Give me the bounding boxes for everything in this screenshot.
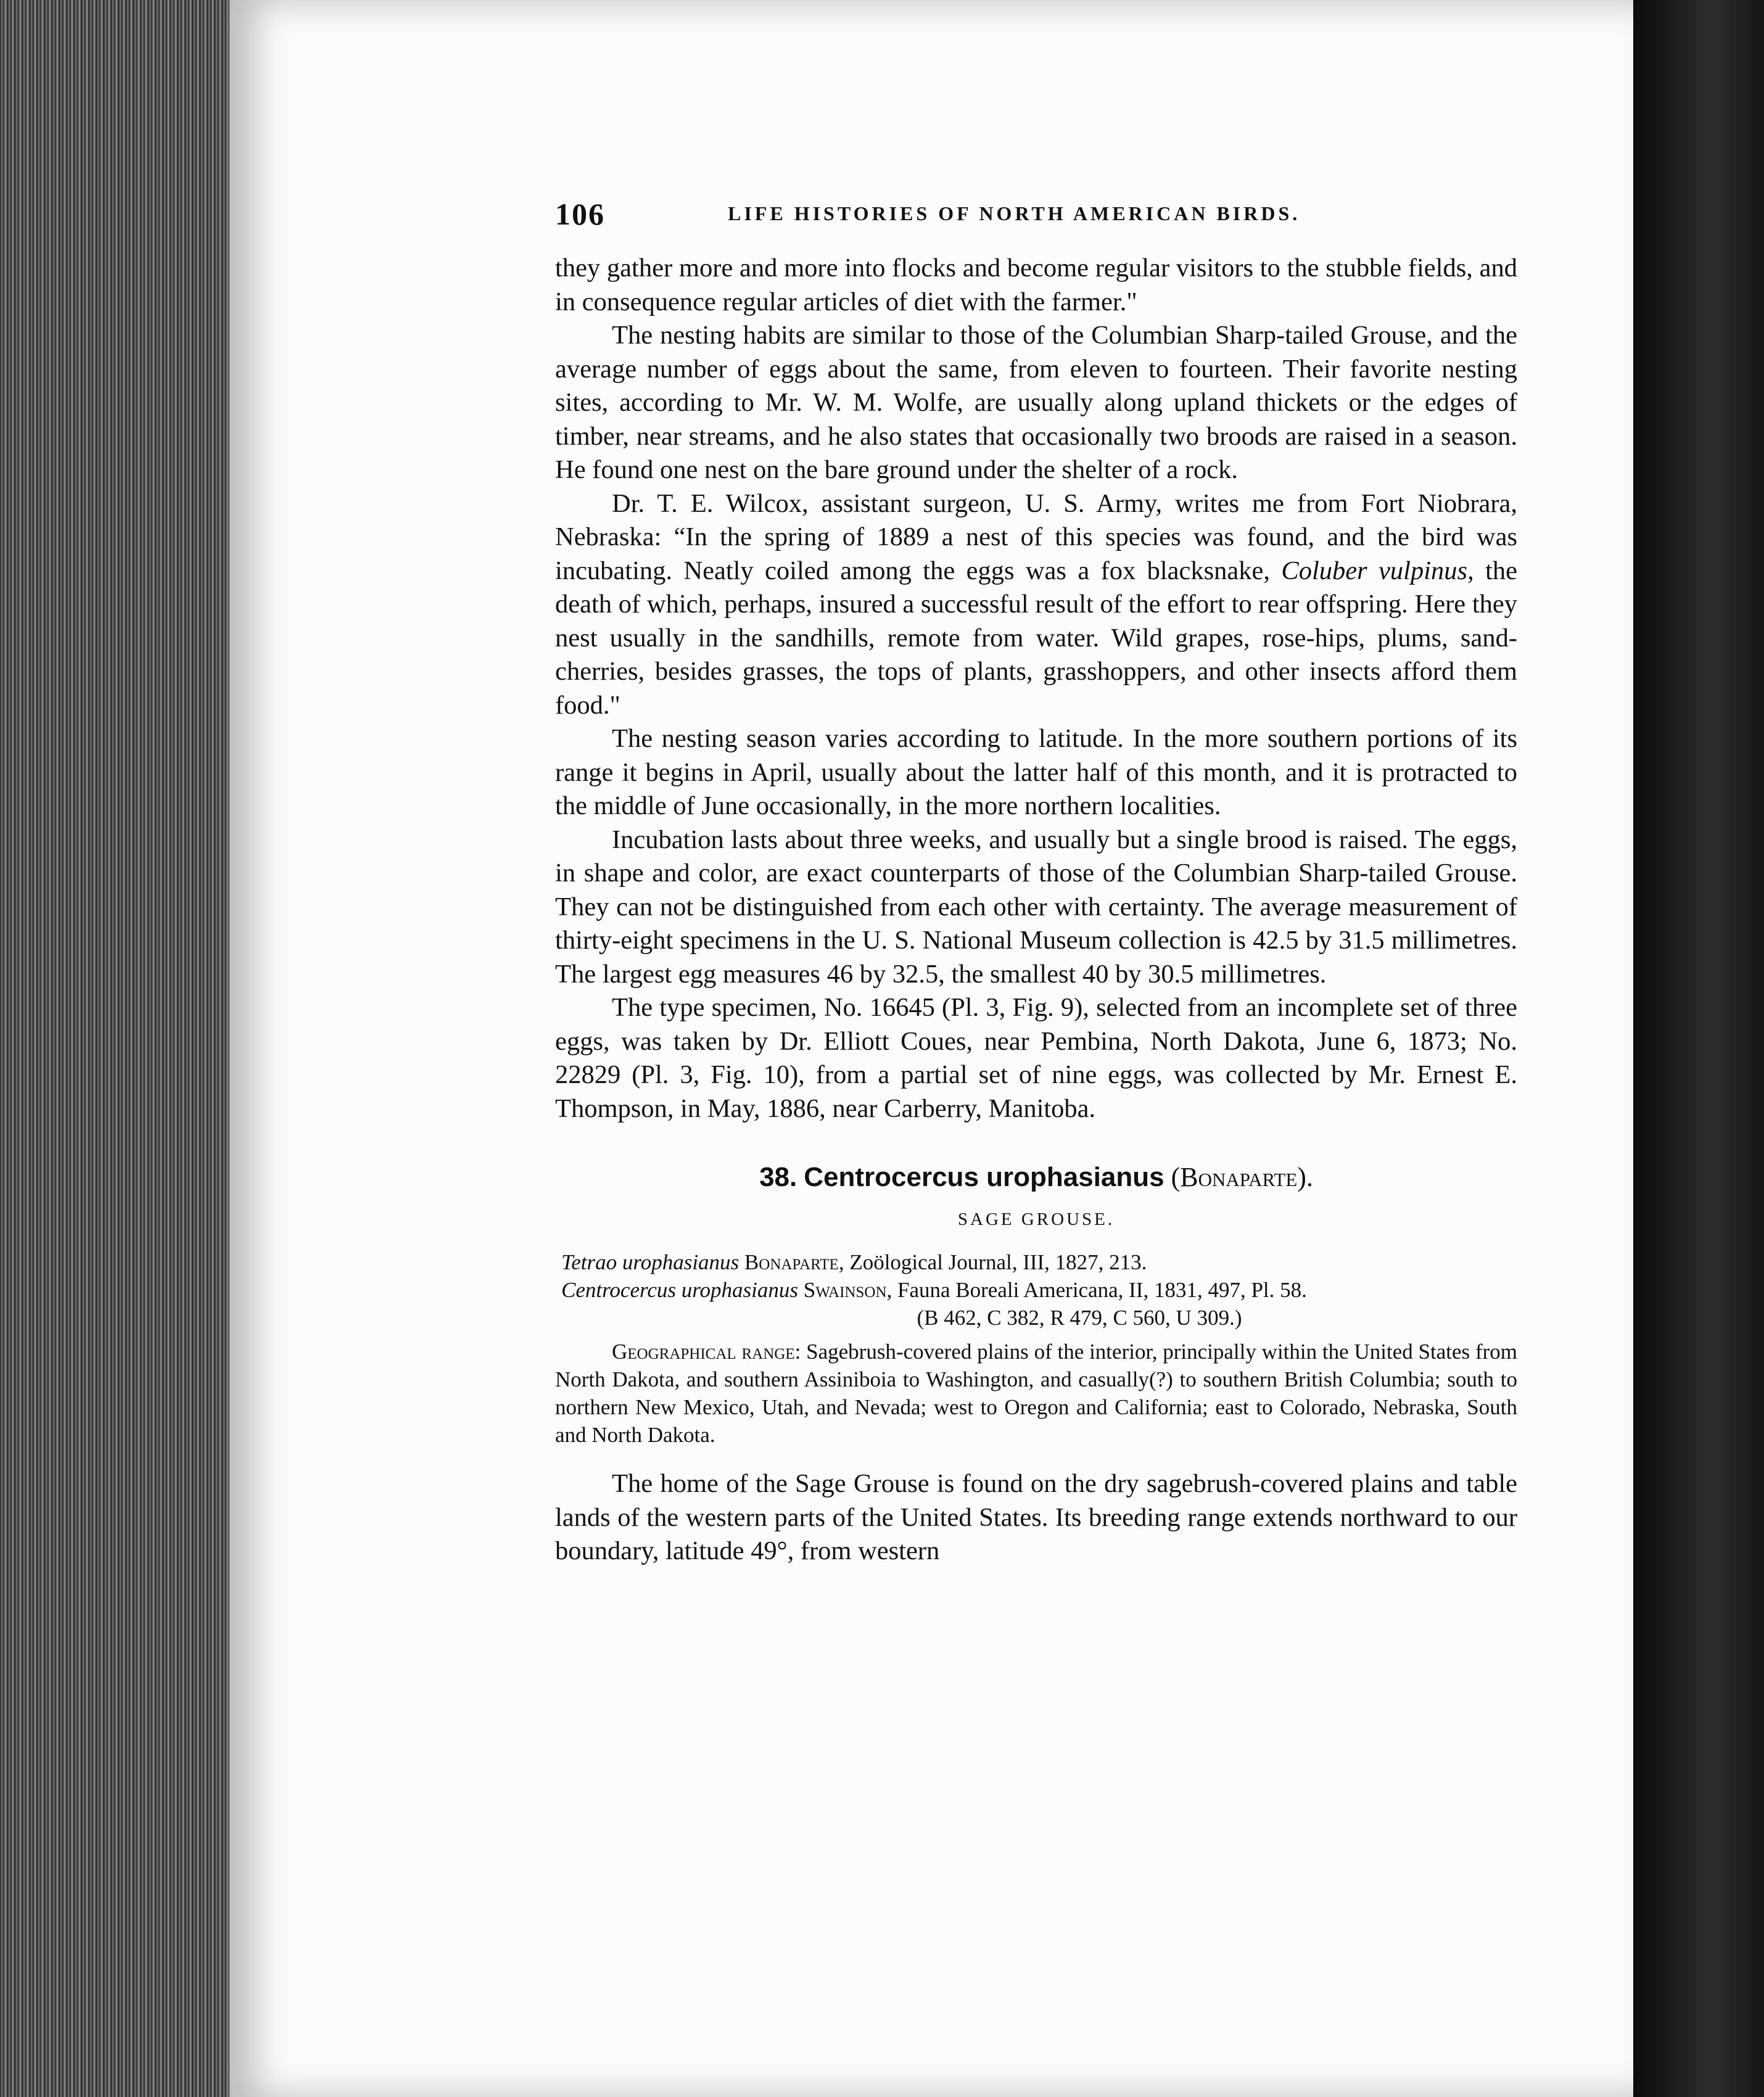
synonym-author: Bonaparte	[744, 1250, 839, 1274]
book-page-edges	[0, 0, 247, 2097]
paragraph: The nesting season varies according to latitude. In the more southern portions of its range it begins in April, usually about the latter half of this month, and it is protracted to the middle of June occasionally, in the more northern localities.	[555, 724, 1517, 820]
paragraph: The home of the Sage Grouse is found on the dry sagebrush-covered plains and table lands of the western parts of the United States. Its breeding range extends northward to our boundary, latitude 49°, from western	[555, 1469, 1517, 1565]
species-italic: Coluber vulpinus	[1281, 556, 1468, 585]
running-header	[555, 196, 1517, 252]
page-content	[555, 196, 1517, 1568]
synonym-citation: , Fauna Boreali Americana, II, 1831, 497, Pl. 58.	[886, 1278, 1307, 1302]
quote-text: , the death of which, perhaps, insured a successful result of the effort to rear offspring. Here they nest usually in the sandhills, remote from water. Wild grapes, rose-hips, plums, sand-cherries, besides grasses, the tops of plants, grasshoppers, and other insects afford them food."	[555, 556, 1518, 720]
reference-codes: (B 462, C 382, R 479, C 560, U 309.)	[917, 1306, 1242, 1330]
page-number: 106	[555, 197, 605, 231]
geographical-range-body: Sagebrush-covered plains of the interior, principally within the United States from North Dakota, and southern Assiniboia to Washington, and casually(?) to southern British Columbia; south to northern New Mexico, Utah, and Nevada; west to Oregon and California; east to Colorado, Nebraska, South and North Dakota.	[555, 1340, 1518, 1447]
main-text	[555, 252, 1517, 1126]
synonym-entry	[555, 1276, 1517, 1304]
paragraph-wilcox-quote	[555, 487, 1517, 723]
synonym-name: Centrocercus urophasianus	[561, 1278, 799, 1302]
species-heading	[555, 1159, 1517, 1196]
species-authority: (Bonaparte).	[1171, 1162, 1313, 1192]
paragraph: The nesting habits are similar to those of the Columbian Sharp-tailed Grouse, and the average number of eggs about the same, from eleven to fourteen. Their favorite nesting sites, according to Mr. W. M. Wolfe, are usually along upland thickets or the edges of timber, near streams, and he also states that occasionally two broods are raised in a season. He found one nest on the bare ground under the shelter of a rock.	[555, 321, 1517, 484]
geographical-range	[555, 1338, 1517, 1449]
synonym-entry	[555, 1248, 1517, 1276]
synonym-citation: , Zoölogical Journal, III, 1827, 213.	[838, 1250, 1147, 1274]
geographical-range-text	[555, 1338, 1517, 1449]
paragraph: they gather more and more into flocks and become regular visitors to the stubble fields, and in consequence regular articles of diet with the farmer."	[555, 253, 1517, 316]
final-text	[555, 1467, 1517, 1568]
synonym-author: Swainson	[803, 1278, 887, 1302]
paragraph: The type specimen, No. 16645 (Pl. 3, Fig. 9), selected from an incomplete set of three eggs, was taken by Dr. Elliott Coues, near Pembina, North Dakota, June 6, 1873; No. 22829 (Pl. 3, Fig. 10), from a partial set of nine eggs, was collected by Mr. Ernest E. Thompson, in May, 1886, near Carberry, Manitoba.	[555, 993, 1517, 1123]
species-scientific-name: Centrocercus urophasianus	[804, 1162, 1164, 1192]
quote-text: Dr. T. E. Wilcox, assistant surgeon, U. S. Army, writes me from Fort Niobrara, Nebraska: “In the spring of 1889 a nest of this species was found, and the bird was incubating. Neatly coiled among the eggs was a fox blacksnake,	[555, 488, 1517, 585]
paragraph: Incubation lasts about three weeks, and usually but a single brood is raised. The eggs, in shape and color, are exact counterparts of those of the Columbian Sharp-tailed Grouse. They can not be distinguished from each other with certainty. The average measurement of thirty-eight specimens in the U. S. National Museum collection is 42.5 by 31.5 millimetres. The largest egg measures 46 by 32.5, the smallest 40 by 30.5 millimetres.	[555, 825, 1517, 989]
running-title: LIFE HISTORIES OF NORTH AMERICAN BIRDS.	[728, 202, 1301, 225]
scan-background	[1633, 0, 1764, 2097]
species-common-name: SAGE GROUSE.	[957, 1209, 1115, 1229]
synonym-name: Tetrao urophasianus	[561, 1250, 740, 1274]
species-number: 38.	[759, 1162, 798, 1192]
geographical-range-label: Geographical range:	[612, 1340, 801, 1364]
synonymy	[555, 1248, 1517, 1332]
